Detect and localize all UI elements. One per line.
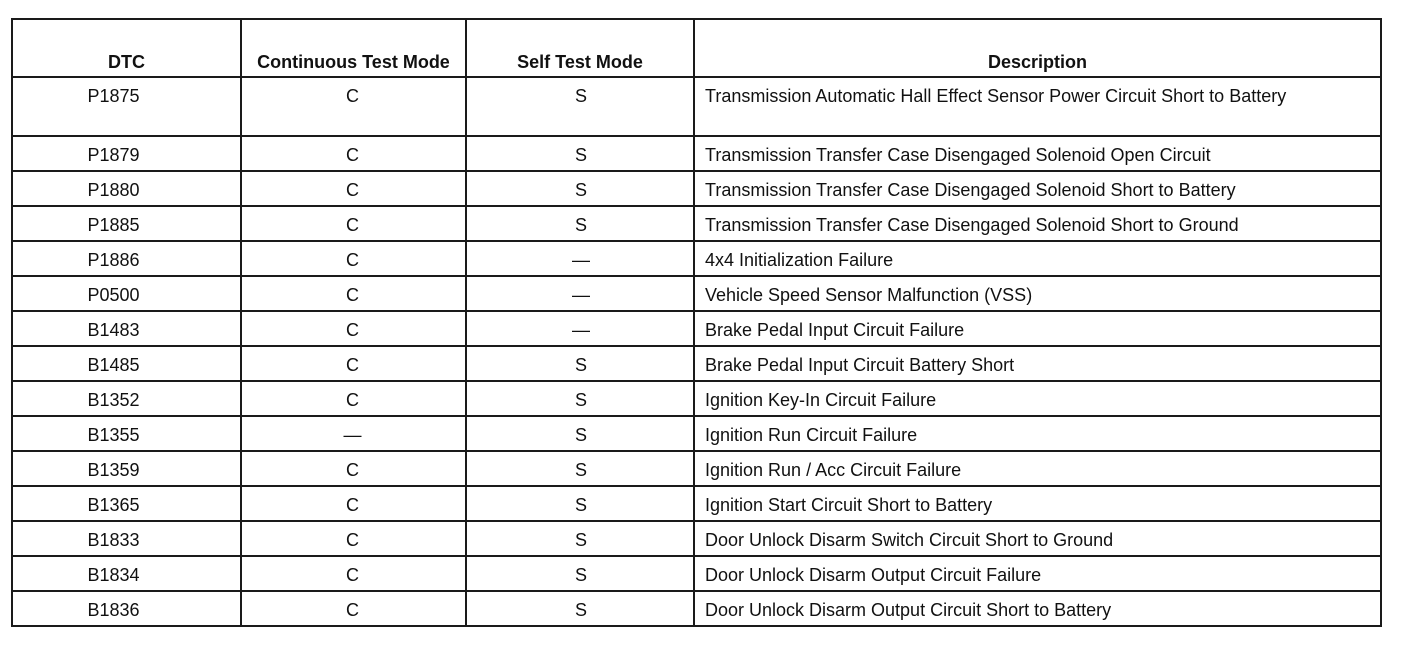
self-test-value: S [466, 136, 694, 171]
dtc-description: Transmission Transfer Case Disengaged Solenoid Short to Battery [694, 171, 1381, 206]
dtc-description: 4x4 Initialization Failure [694, 241, 1381, 276]
table-row [12, 241, 1381, 276]
self-test-value: S [466, 591, 694, 626]
continuous-test-value: C [241, 521, 466, 556]
dtc-code: B1485 [12, 346, 241, 381]
table-row [12, 591, 1381, 626]
continuous-test-value: C [241, 451, 466, 486]
dtc-description: Transmission Transfer Case Disengaged Solenoid Open Circuit [694, 136, 1381, 171]
header-dtc: DTC [12, 19, 241, 77]
self-test-value: S [466, 346, 694, 381]
table-row [12, 521, 1381, 556]
continuous-test-value: C [241, 346, 466, 381]
dtc-description: Ignition Start Circuit Short to Battery [694, 486, 1381, 521]
self-test-value: — [466, 311, 694, 346]
dtc-table [11, 18, 1382, 627]
table-row [12, 276, 1381, 311]
dtc-description: Door Unlock Disarm Switch Circuit Short to Ground [694, 521, 1381, 556]
table-body [12, 77, 1381, 626]
dtc-code: B1834 [12, 556, 241, 591]
dtc-code: P1880 [12, 171, 241, 206]
dtc-description: Ignition Key-In Circuit Failure [694, 381, 1381, 416]
continuous-test-value: — [241, 416, 466, 451]
continuous-test-value: C [241, 206, 466, 241]
dtc-description: Transmission Transfer Case Disengaged Solenoid Short to Ground [694, 206, 1381, 241]
table-row [12, 171, 1381, 206]
self-test-value: S [466, 206, 694, 241]
table-row [12, 416, 1381, 451]
dtc-code: B1483 [12, 311, 241, 346]
table-row [12, 486, 1381, 521]
header-description: Description [694, 19, 1381, 77]
table-row [12, 381, 1381, 416]
dtc-code: B1352 [12, 381, 241, 416]
dtc-description: Vehicle Speed Sensor Malfunction (VSS) [694, 276, 1381, 311]
dtc-code: P1885 [12, 206, 241, 241]
self-test-value: S [466, 556, 694, 591]
continuous-test-value: C [241, 486, 466, 521]
self-test-value: S [466, 451, 694, 486]
table-row [12, 311, 1381, 346]
self-test-value: S [466, 381, 694, 416]
header-continuous-test-mode: Continuous Test Mode [241, 19, 466, 77]
table-row [12, 136, 1381, 171]
table-row [12, 451, 1381, 486]
dtc-code: B1365 [12, 486, 241, 521]
dtc-code: B1359 [12, 451, 241, 486]
dtc-code: B1833 [12, 521, 241, 556]
dtc-description: Ignition Run / Acc Circuit Failure [694, 451, 1381, 486]
table-row [12, 556, 1381, 591]
dtc-code: P1875 [12, 77, 241, 136]
dtc-code: B1355 [12, 416, 241, 451]
dtc-description: Transmission Automatic Hall Effect Sensor Power Circuit Short to Battery [694, 77, 1381, 136]
continuous-test-value: C [241, 241, 466, 276]
table-row [12, 77, 1381, 136]
dtc-description: Door Unlock Disarm Output Circuit Failure [694, 556, 1381, 591]
header-row [12, 19, 1381, 77]
dtc-description: Brake Pedal Input Circuit Failure [694, 311, 1381, 346]
dtc-description: Door Unlock Disarm Output Circuit Short to Battery [694, 591, 1381, 626]
continuous-test-value: C [241, 77, 466, 136]
dtc-code: P1886 [12, 241, 241, 276]
table-row [12, 346, 1381, 381]
self-test-value: — [466, 276, 694, 311]
self-test-value: S [466, 171, 694, 206]
table-header [12, 19, 1381, 77]
continuous-test-value: C [241, 311, 466, 346]
dtc-description: Brake Pedal Input Circuit Battery Short [694, 346, 1381, 381]
continuous-test-value: C [241, 556, 466, 591]
self-test-value: S [466, 416, 694, 451]
self-test-value: S [466, 521, 694, 556]
dtc-code: P1879 [12, 136, 241, 171]
continuous-test-value: C [241, 381, 466, 416]
dtc-description: Ignition Run Circuit Failure [694, 416, 1381, 451]
continuous-test-value: C [241, 276, 466, 311]
self-test-value: — [466, 241, 694, 276]
self-test-value: S [466, 486, 694, 521]
continuous-test-value: C [241, 591, 466, 626]
header-self-test-mode: Self Test Mode [466, 19, 694, 77]
continuous-test-value: C [241, 171, 466, 206]
dtc-code: P0500 [12, 276, 241, 311]
self-test-value: S [466, 77, 694, 136]
dtc-code: B1836 [12, 591, 241, 626]
table-row [12, 206, 1381, 241]
continuous-test-value: C [241, 136, 466, 171]
